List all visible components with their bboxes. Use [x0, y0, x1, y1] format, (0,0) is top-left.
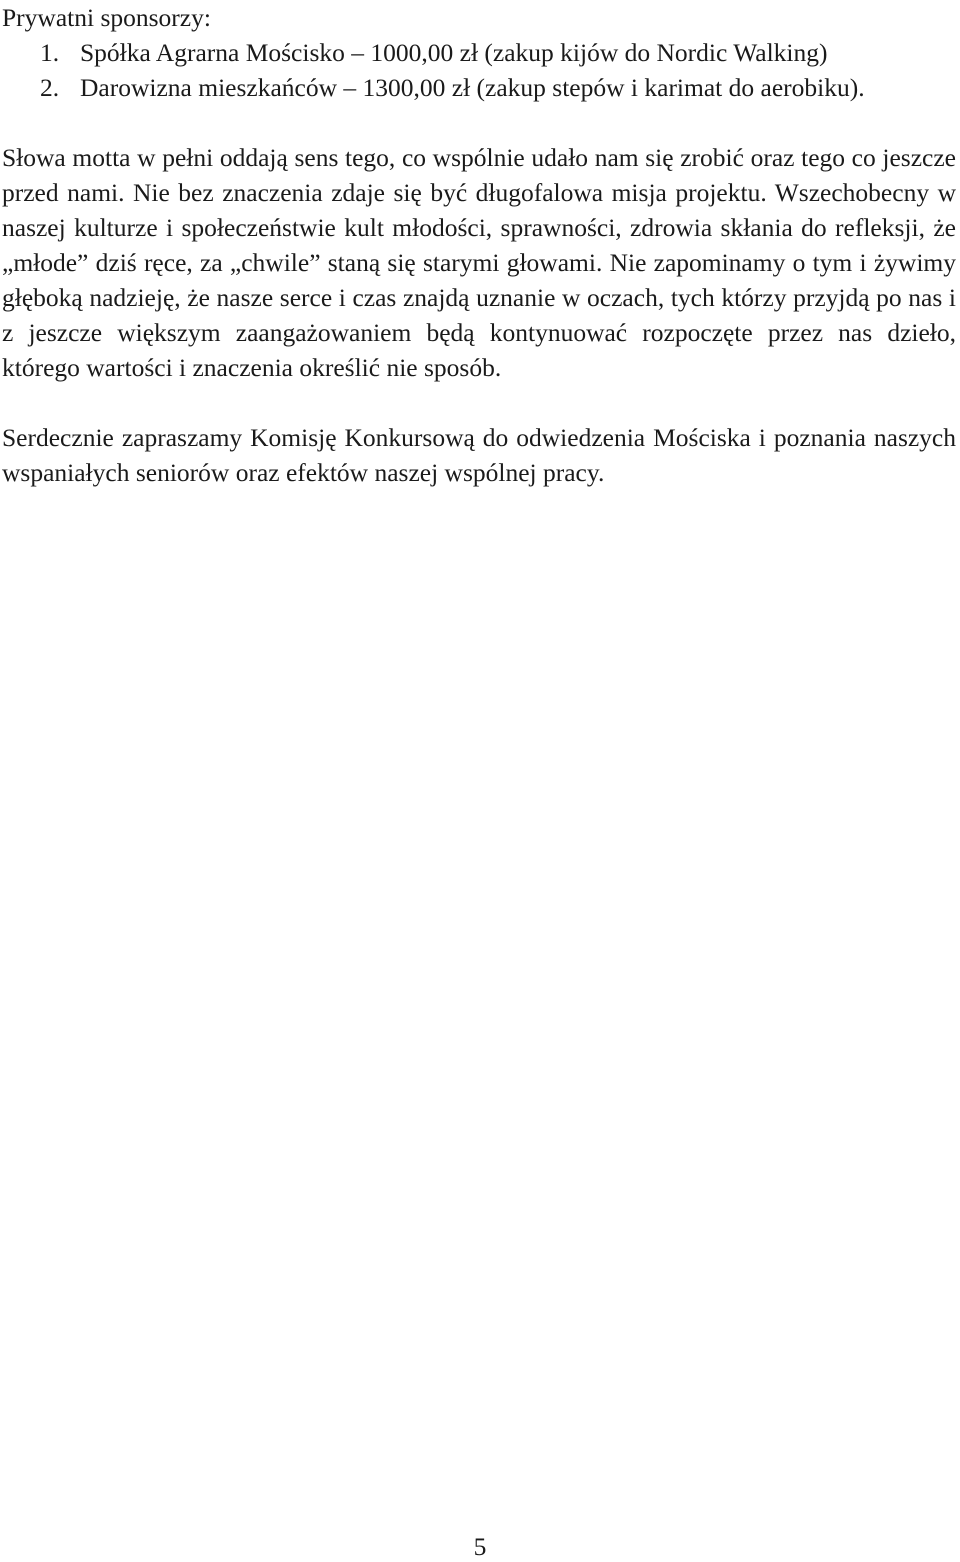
sponsors-heading: Prywatni sponsorzy: — [2, 3, 211, 32]
list-item — [2, 35, 956, 70]
sponsor-list — [2, 35, 956, 105]
document-page — [2, 0, 956, 490]
list-item-number: 1. — [40, 38, 60, 67]
page-number: 5 — [473, 1532, 487, 1561]
motto-paragraph: Słowa motta w pełni oddają sens tego, co wspólnie udało nam się zrobić oraz tego co jeszcze przed nami. Nie bez znaczenia zdaje się być długofalowa misja projektu. Wszechobecny w naszej kulturze i społeczeństwie kult młodości, sprawności, zdrowia skłania do refleksji, że „młode” dziś ręce, za „chwile” staną się starymi głowami. Nie zapominamy o tym i żywimy głęboką nadzieję, że nasze serce i czas znajdą uznanie w oczach, tych którzy przyjdą po nas i z jeszcze większym zaangażowaniem będą kontynuować rozpoczęte przez nas dzieło, którego wartości i znaczenia określić nie sposób. — [2, 143, 956, 382]
invitation-paragraph: Serdecznie zapraszamy Komisję Konkursową do odwiedzenia Mościska i poznania naszych wspaniałych seniorów oraz efektów naszej wspólnej pracy. — [2, 423, 956, 487]
list-item-text: Darowizna mieszkańców – 1300,00 zł (zakup stepów i karimat do aerobiku). — [80, 73, 865, 102]
list-item-number: 2. — [40, 73, 60, 102]
list-item — [2, 70, 956, 105]
list-item-text: Spółka Agrarna Mościsko – 1000,00 zł (zakup kijów do Nordic Walking) — [80, 38, 828, 67]
